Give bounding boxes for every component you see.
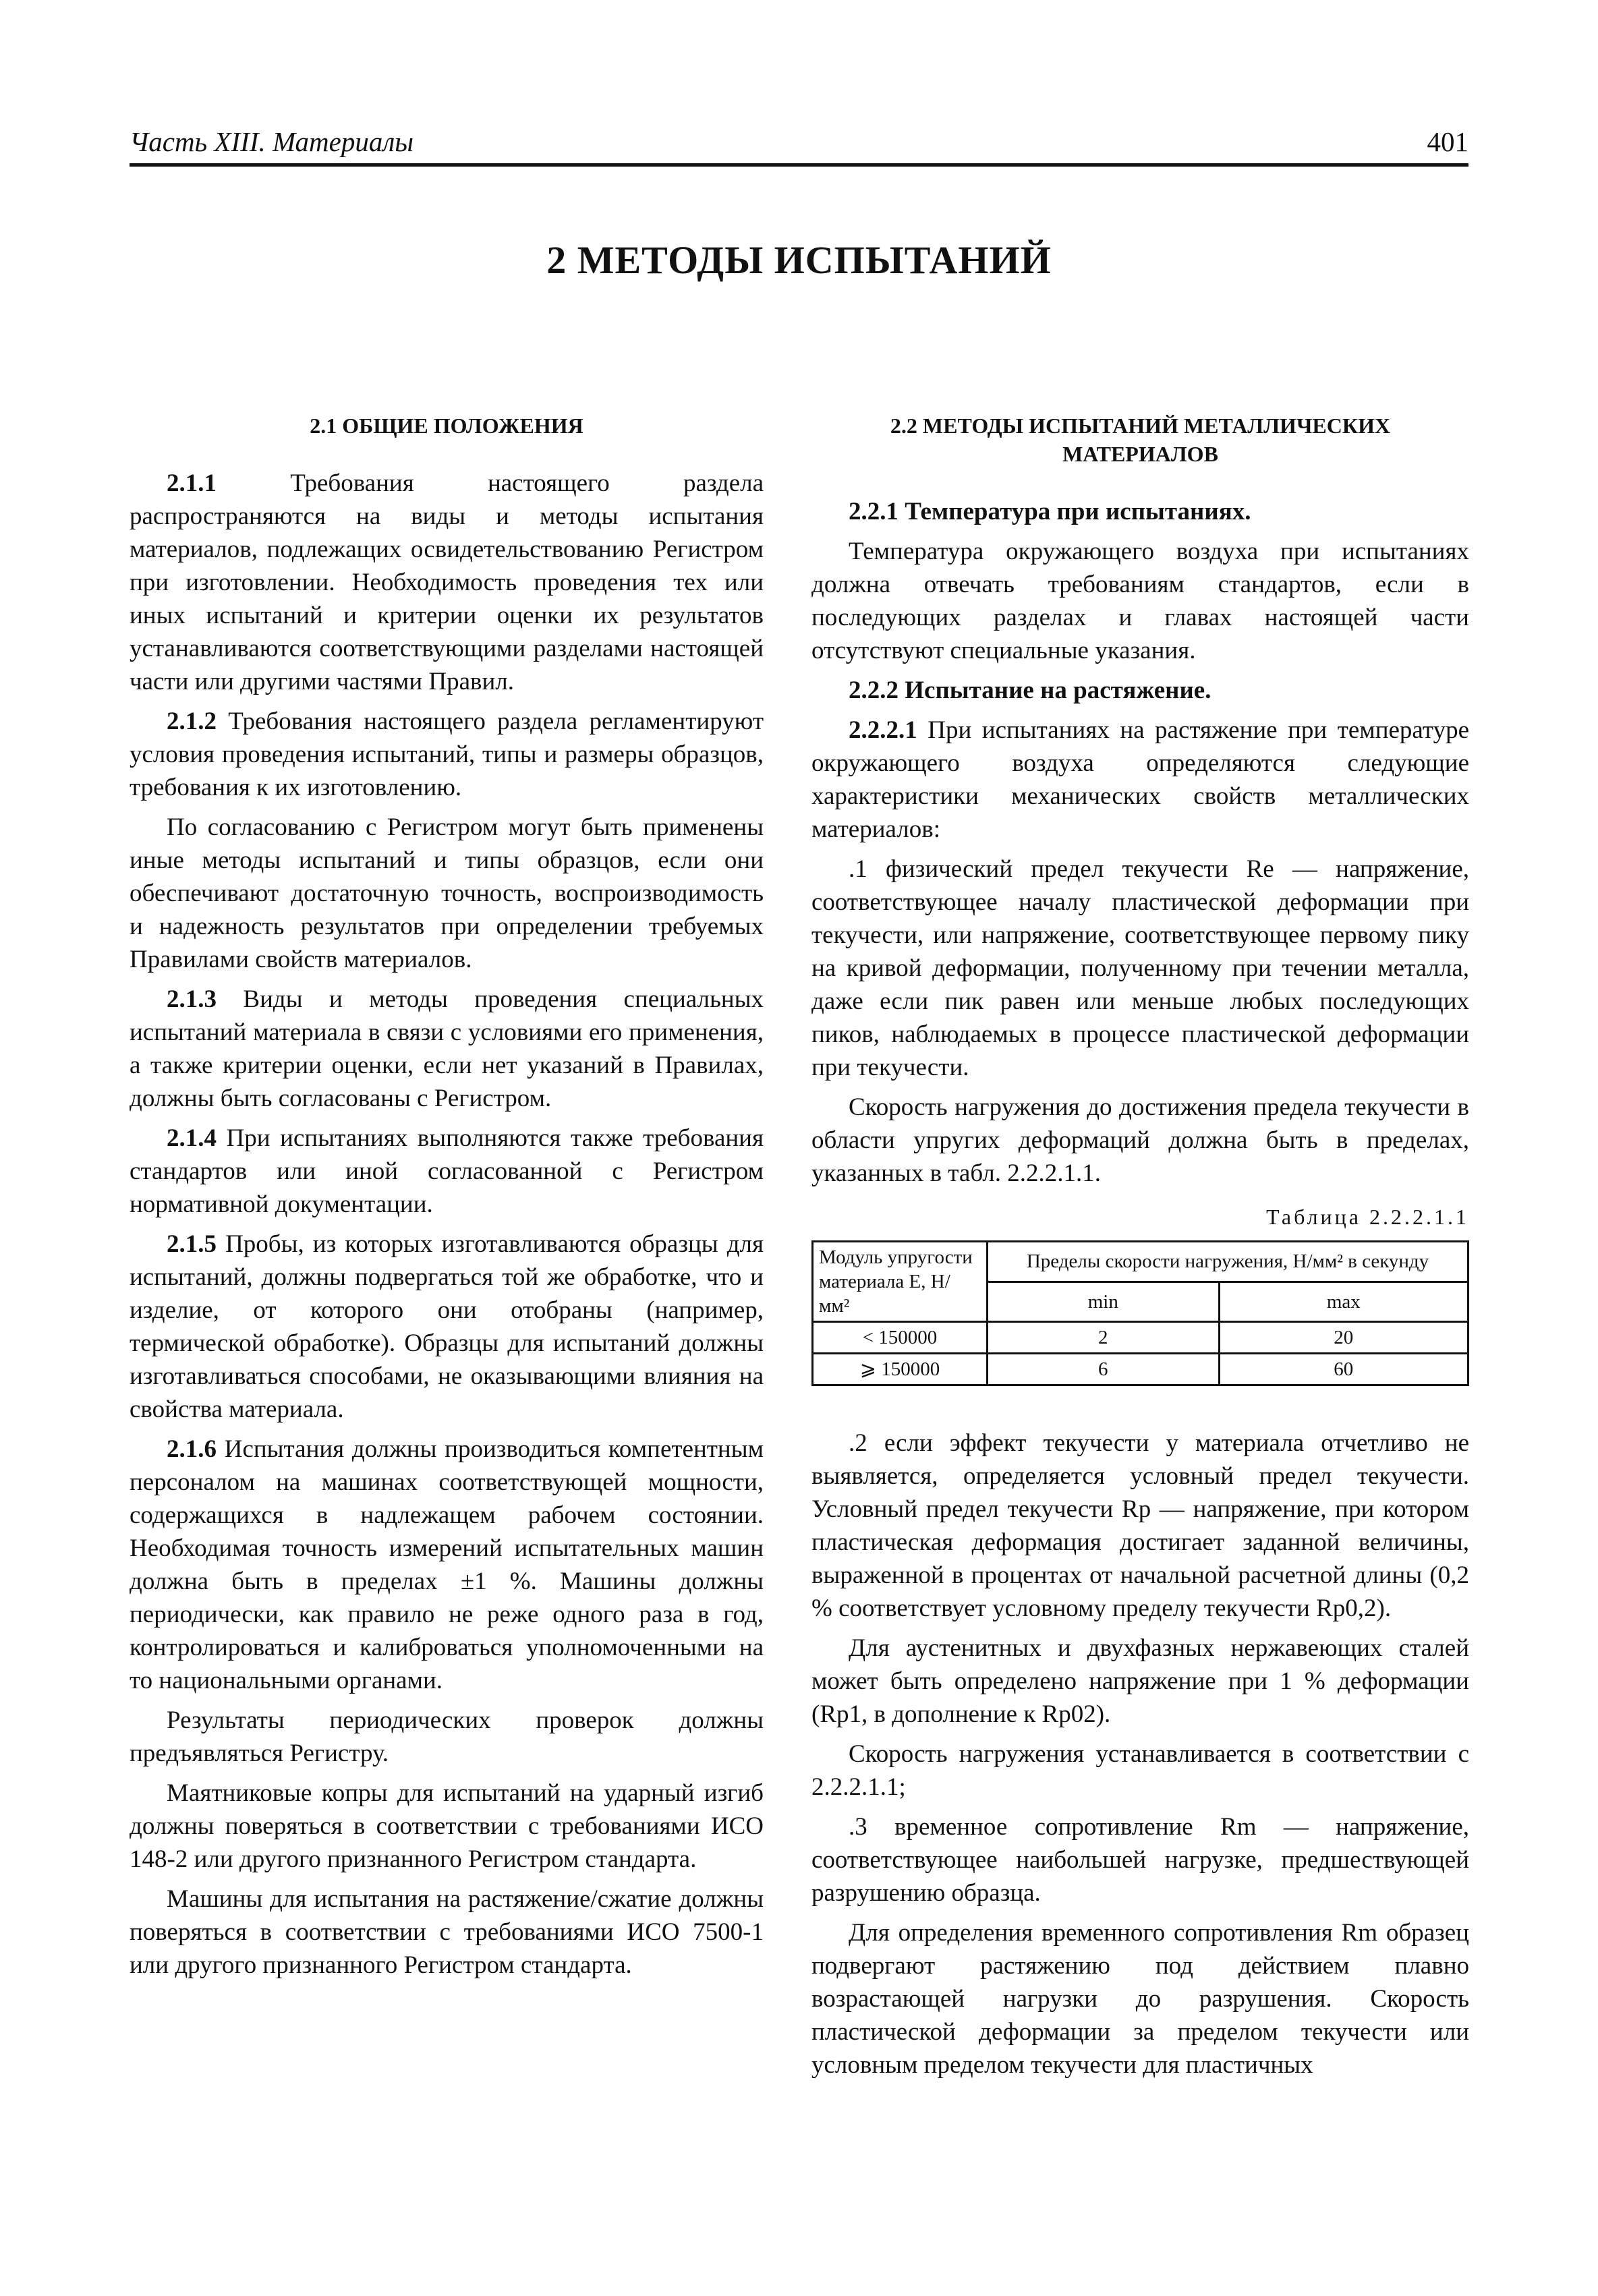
table-cell: 2 xyxy=(988,1322,1220,1354)
loading-rate-table xyxy=(811,1240,1469,1386)
table-cell: 60 xyxy=(1219,1354,1468,1385)
table-header-rate: Пределы скорости нагружения, Н/мм² в секунду xyxy=(988,1242,1468,1282)
clause-number: 2.1.3 xyxy=(167,985,217,1013)
table-cell: 6 xyxy=(988,1354,1220,1385)
paragraph xyxy=(130,467,764,698)
table-header-min: min xyxy=(988,1282,1220,1322)
table-cell: < 150000 xyxy=(813,1322,988,1354)
section-heading-2-2: 2.2 МЕТОДЫ ИСПЫТАНИЙ МЕТАЛЛИЧЕСКИХ МАТЕРИАЛОВ xyxy=(890,413,1391,466)
table-caption: Таблица 2.2.2.1.1 xyxy=(1266,1205,1469,1229)
header-part: Часть XIII. Материалы xyxy=(130,126,413,157)
chapter-title: 2 МЕТОДЫ ИСПЫТАНИЙ xyxy=(546,238,1052,282)
clause-number: 2.1.5 xyxy=(167,1230,217,1258)
table-row xyxy=(813,1322,1468,1354)
table-cell: 20 xyxy=(1219,1322,1468,1354)
list-item: .2 если эффект текучести у материала отчетливо не выявляется, определяется условный предел текучести. Условный предел текучести Rp — напряжение, при котором пластическая деформация достигает заданной величины, выраженной в процентах от начальной расчетной длины (0,2 % соответствует условному пределу текучести Rp0,2). xyxy=(811,1429,1469,1622)
subsection-heading: 2.2.2 Испытание на растяжение. xyxy=(849,677,1211,704)
paragraph xyxy=(130,1122,764,1221)
paragraph: Скорость нагружения устанавливается в соответствии с 2.2.2.1.1; xyxy=(811,1740,1469,1801)
paragraph: Температура окружающего воздуха при испытаниях должна отвечать требованиям стандартов, если в последующих разделах и главах настоящей части отсутствуют специальные указания. xyxy=(811,538,1469,664)
paragraph-text: Требования настоящего раздела регламентируют условия проведения испытаний, типы и размеры образцов, требования к их изготовлению. xyxy=(130,708,764,801)
table-row xyxy=(813,1354,1468,1385)
paragraph xyxy=(130,1433,764,1697)
paragraph-text: Требования настоящего раздела распространяются на виды и методы испытания материалов, подлежащих освидетельствованию Регистром при изготовлении. Необходимость проведения тех или иных испытаний и критерии оценки их результатов устанавливаются соответствующими разделами настоящей части или другими частями Правил. xyxy=(130,469,764,695)
clause-number: 2.1.6 xyxy=(167,1435,217,1463)
header-rule xyxy=(130,163,1468,167)
table-header-max: max xyxy=(1219,1282,1468,1322)
clause-number: 2.1.4 xyxy=(167,1124,217,1152)
paragraph xyxy=(130,705,764,804)
subsection-heading: 2.2.1 Температура при испытаниях. xyxy=(849,498,1251,525)
paragraph: Машины для испытания на растяжение/сжатие должны поверяться в соответствии с требованиями ИСО 7500-1 или другого признанного Регистром стандарта. xyxy=(130,1885,764,1979)
clause-number: 2.1.2 xyxy=(167,708,217,735)
table-cell: ⩾ 150000 xyxy=(813,1354,988,1385)
paragraph-text: При испытаниях выполняются также требования стандартов или иной согласованной с Регистром нормативной документации. xyxy=(130,1124,764,1218)
clause-number: 2.2.2.1 xyxy=(849,716,917,744)
paragraph: Для определения временного сопротивления Rm образец подвергают растяжению под действием плавно возрастающей нагрузки до разрушения. Скорость пластической деформации за пределом текучести или условным пределом текучести для пластичных xyxy=(811,1919,1469,2079)
paragraph: Результаты периодических проверок должны предъявляться Регистру. xyxy=(130,1706,764,1767)
paragraph xyxy=(130,1228,764,1426)
paragraph-text: Пробы, из которых изготавливаются образцы для испытаний, должны подвергаться той же обработке, что и изделие, от которого они отобраны (например, термической обработке). Образцы для испытаний должны изготавливаться способами, не оказывающими влияния на свойства материала. xyxy=(130,1230,764,1423)
page-number: 401 xyxy=(1427,126,1468,157)
clause-number: 2.1.1 xyxy=(167,469,217,497)
paragraph-text: Виды и методы проведения специальных испытаний материала в связи с условиями его применения, а также критерии оценки, если нет указаний в Правилах, должны быть согласованы с Регистром. xyxy=(130,985,764,1112)
paragraph-text: Испытания должны производиться компетентным персоналом на машинах соответствующей мощности, содержащихся в надлежащем рабочем состоянии. Необходимая точность измерений испытательных машин должна быть в пределах ±1 %. Машины должны периодически, как правило не реже одного раза в год, контролироваться и калиброваться уполномоченными на то национальными органами. xyxy=(130,1435,764,1694)
right-column xyxy=(811,411,1469,2088)
paragraph: Скорость нагружения до достижения предела текучести в области упругих деформаций должна быть в пределах, указанных в табл. 2.2.2.1.1. xyxy=(811,1093,1469,1187)
list-item: .3 временное сопротивление Rm — напряжение, соответствующее наибольшей нагрузке, предшествующей разрушению образца. xyxy=(811,1813,1469,1907)
paragraph-text: При испытаниях на растяжение при температуре окружающего воздуха определяются следующие характеристики механических свойств металлических материалов: xyxy=(811,716,1469,843)
paragraph: По согласованию с Регистром могут быть применены иные методы испытаний и типы образцов, если они обеспечивают достаточную точность, воспроизводимость и надежность результатов при определении требуемых Правилами свойств материалов. xyxy=(130,813,764,973)
list-item: .1 физический предел текучести Re — напряжение, соответствующее началу пластической деформации при текучести, или напряжение, соответствующее первому пику на кривой деформации, полученному при течении металла, даже если пик равен или меньше любых последующих пиков, наблюдаемых в процессе пластической деформации при текучести. xyxy=(811,855,1469,1081)
paragraph xyxy=(130,983,764,1115)
paragraph: Маятниковые копры для испытаний на ударный изгиб должны поверяться в соответствии с требованиями ИСО 148-2 или другого признанного Регистром стандарта. xyxy=(130,1779,764,1873)
paragraph: Для аустенитных и двухфазных нержавеющих сталей может быть определено напряжение при 1 % деформации (Rp1, в дополнение к Rp02). xyxy=(811,1634,1469,1728)
section-heading-2-1: 2.1 ОБЩИЕ ПОЛОЖЕНИЯ xyxy=(310,413,583,438)
left-column xyxy=(130,411,764,1988)
paragraph xyxy=(811,714,1469,846)
running-header xyxy=(130,125,1468,166)
table-header-modulus: Модуль упругости материала E, Н/мм² xyxy=(813,1242,988,1322)
